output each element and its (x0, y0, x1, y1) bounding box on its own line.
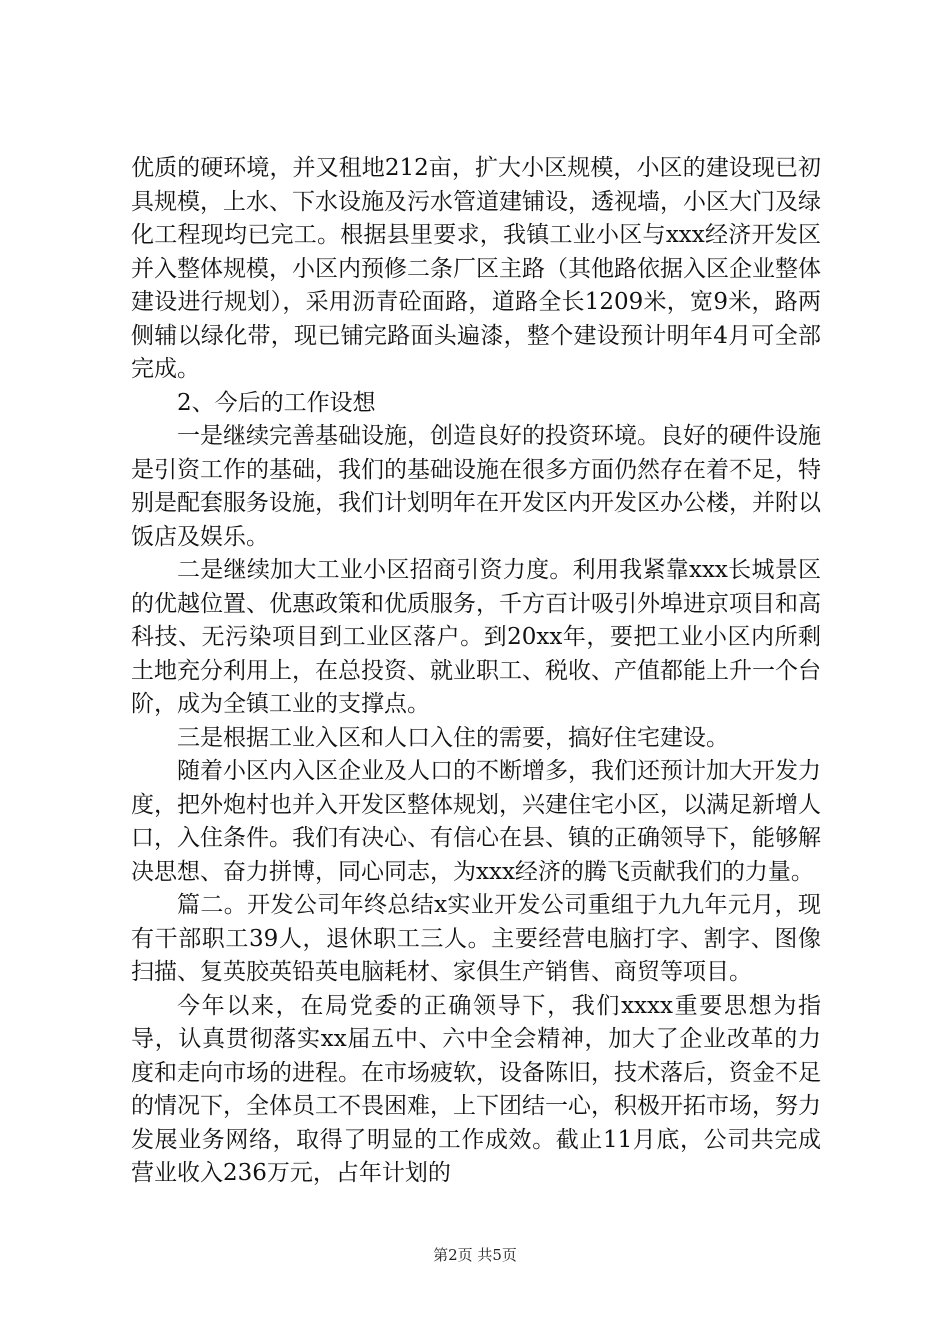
document-body (131, 152, 821, 1191)
paragraph-development: 随着小区内入区企业及人口的不断增多，我们还预计加大开发力度，把外炮村也并入开发区整体规划，兴建住宅小区，以满足新增人口，入住条件。我们有决心、有信心在县、镇的正确领导下，能够解决思想、奋力拼博，同心同志，为xxx经济的腾飞贡献我们的力量。 (131, 758, 821, 885)
paragraph-this-year: 今年以来，在局党委的正确领导下，我们xxxx重要思想为指导，认真贯彻落实xx届五中、六中全会精神，加大了企业改革的力度和走向市场的进程。在市场疲软，设备陈旧，技术落后，资金不足的情况下，全体员工不畏困难，上下团结一心，积极开拓市场，努力发展业务网络，取得了明显的工作成效。截止11月底，公司共完成营业收入236万元，占年计划的 (131, 992, 821, 1186)
page-number-footer: 第2页 共5页 (433, 1246, 517, 1264)
paragraph-investment: 二是继续加大工业小区招商引资力度。利用我紧靠xxx长城景区的优越位置、优惠政策和优质服务，千方百计吸引外埠进京项目和高科技、无污染项目到工业区落户。到20xx年，要把工业小区内所剩土地充分利用上，在总投资、就业职工、税收、产值都能上升一个台阶，成为全镇工业的支撑点。 (131, 557, 821, 717)
section-heading-future-plans: 2、今后的工作设想 (177, 389, 376, 416)
paragraph-part-two: 篇二。开发公司年终总结x实业开发公司重组于九九年元月，现有干部职工39人，退休职工三人。主要经营电脑打字、割字、图像扫描、复英胶英铅英电脑耗材、家俱生产销售、商贸等项目。 (131, 892, 821, 985)
paragraph-housing: 三是根据工业入区和人口入住的需要，搞好住宅建设。 (177, 724, 729, 751)
paragraph-infrastructure: 一是继续完善基础设施，创造良好的投资环境。良好的硬件设施是引资工作的基础，我们的基础设施在很多方面仍然存在着不足，特别是配套服务设施，我们计划明年在开发区内开发区办公楼，并附以饭店及娱乐。 (131, 423, 821, 550)
paragraph-1: 优质的硬环境，并又租地212亩，扩大小区规模，小区的建设现已初具规模，上水、下水设施及污水管道建铺设，透视墙，小区大门及绿化工程现均已完工。根据县里要求，我镇工业小区与xxx经济开发区并入整体规模，小区内预修二条厂区主路（其他路依据入区企业整体建设进行规划），采用沥青砼面路，道路全长1209米，宽9米，路两侧辅以绿化带，现已铺完路面头遍漆，整个建设预计明年4月可全部完成。 (131, 155, 821, 382)
